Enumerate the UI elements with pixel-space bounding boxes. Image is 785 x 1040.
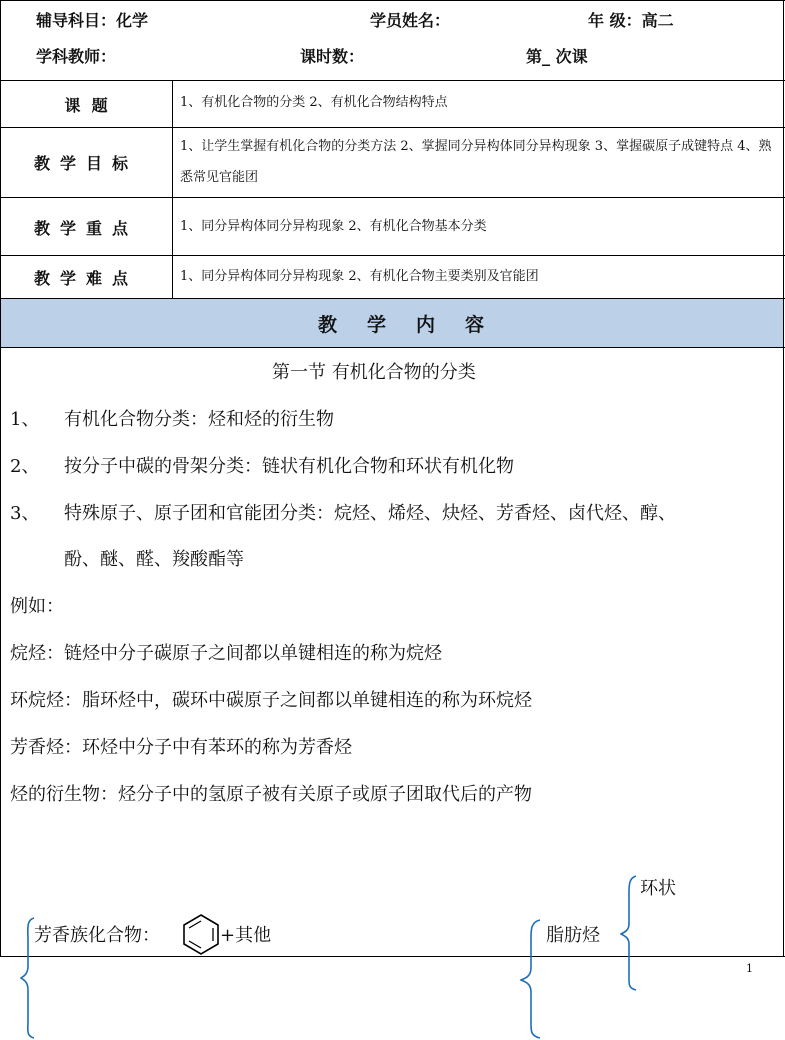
- content-banner-title: 教学内容: [318, 314, 515, 336]
- examples-label: 例如：: [10, 596, 64, 617]
- page-number: 1: [746, 962, 753, 975]
- grade-field: 年 级：高二: [588, 11, 674, 30]
- row-objective-label: 教学目标: [33, 154, 138, 173]
- row-difficulty-label: 教学难点: [33, 269, 138, 288]
- definition-alkane: 烷烃：链烃中分子碳原子之间都以单键相连的称为烷烃: [10, 643, 442, 664]
- list-item-3-text: 特殊原子、原子团和官能团分类：烷烃、烯烃、炔烃、芳香烃、卤代烃、醇、: [64, 503, 676, 524]
- definition-aromatic: 芳香烃：环烃中分子中有苯环的称为芳香烃: [10, 737, 352, 758]
- section-title: 第一节 有机化合物的分类: [272, 362, 476, 383]
- definition-cycloalkane: 环烷烃：脂环烃中，碳环中碳原子之间都以单键相连的称为环烷烃: [10, 690, 532, 711]
- row-keypoint-content: 1、同分异构体同分异构现象 2、有机化合物基本分类: [180, 219, 487, 234]
- list-item-3-num: 3、: [10, 503, 40, 524]
- benzene-ring-icon: [180, 912, 222, 956]
- row-keypoint-label: 教学重点: [33, 219, 138, 238]
- list-item-1-num: 1、: [10, 409, 40, 430]
- list-item-3-continuation: 酚、醚、醛、羧酸酯等: [64, 549, 244, 570]
- student-name-field: 学员姓名：: [370, 11, 451, 30]
- list-item-1-text: 有机化合物分类：烃和烃的衍生物: [64, 409, 334, 430]
- definition-derivative: 烃的衍生物：烃分子中的氢原子被有关原子或原子团取代后的产物: [10, 784, 532, 805]
- row-difficulty-content: 1、同分异构体同分异构现象 2、有机化合物主要类别及官能团: [180, 269, 539, 284]
- row-topic-content: 1、有机化合物的分类 2、有机化合物结构特点: [180, 95, 448, 110]
- cyclic-label: 环状: [640, 878, 676, 899]
- row-topic-label: 课 题: [64, 96, 108, 115]
- aliphatic-label: 脂肪烃: [546, 925, 600, 946]
- hours-field: 课时数：: [300, 47, 365, 66]
- list-item-2-text: 按分子中碳的骨架分类：链状有机化合物和环状有机化物: [64, 456, 514, 477]
- aromatic-suffix: +其他: [220, 925, 272, 946]
- lesson-number-field: 第_ 次课: [526, 47, 588, 66]
- list-item-2-num: 2、: [10, 456, 40, 477]
- brace-cyclic-icon: [620, 874, 638, 992]
- teacher-field: 学科教师：: [36, 47, 117, 66]
- brace-aliphatic-icon: [520, 918, 542, 1040]
- row-objective-content: 1、让学生掌握有机化合物的分类方法 2、掌握同分异构体同分异构现象 3、掌握碳原子成键特点 4、熟悉常见官能团: [180, 139, 772, 185]
- subject-field: 辅导科目：化学: [36, 11, 149, 30]
- aromatic-compound-label: 芳香族化合物：: [34, 925, 160, 946]
